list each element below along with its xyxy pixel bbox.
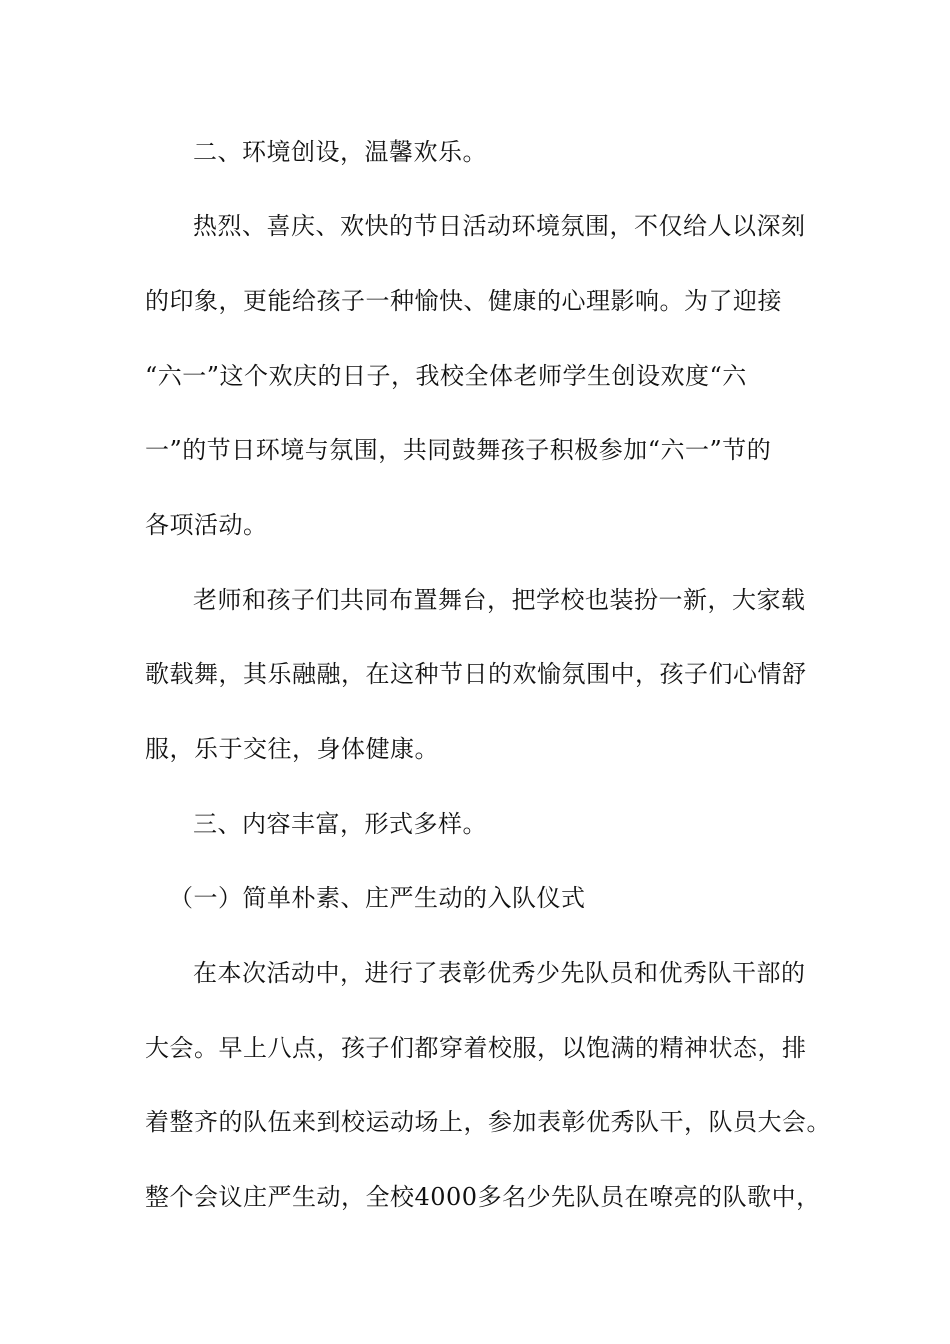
subsection-heading: （一）简单朴素、庄严生动的入队仪式 bbox=[169, 884, 586, 912]
paragraph-line: 各项活动。 bbox=[145, 511, 268, 539]
paragraph-line: 一”的节日环境与氛围，共同鼓舞孩子积极参加“六一”节的 bbox=[145, 436, 772, 464]
paragraph-line: 大会。早上八点，孩子们都穿着校服，以饱满的精神状态，排 bbox=[145, 1034, 807, 1062]
paragraph-line: 老师和孩子们共同布置舞台，把学校也装扮一新，大家载 bbox=[193, 586, 806, 614]
paragraph-line: 的印象，更能给孩子一种愉快、健康的心理影响。为了迎接 bbox=[145, 287, 782, 315]
paragraph-line: 热烈、喜庆、欢快的节日活动环境氛围，不仅给人以深刻 bbox=[193, 212, 806, 240]
paragraph-line: 在本次活动中，进行了表彰优秀少先队员和优秀队干部的 bbox=[193, 959, 806, 987]
paragraph-line: 歌载舞，其乐融融，在这种节日的欢愉氛围中，孩子们心情舒 bbox=[145, 660, 807, 688]
paragraph-line: 着整齐的队伍来到校运动场上，参加表彰优秀队干，队员大会。 bbox=[145, 1108, 831, 1136]
section-heading-content: 三、内容丰富，形式多样。 bbox=[193, 810, 487, 838]
paragraph-line: 服，乐于交往，身体健康。 bbox=[145, 735, 439, 763]
paragraph-line: “六一”这个欢庆的日子，我校全体老师学生创设欢度“六 bbox=[145, 362, 747, 390]
section-heading-environment: 二、环境创设，温馨欢乐。 bbox=[193, 138, 487, 166]
paragraph-line: 整个会议庄严生动，全校4000多名少先队员在嘹亮的队歌中， bbox=[145, 1183, 821, 1211]
